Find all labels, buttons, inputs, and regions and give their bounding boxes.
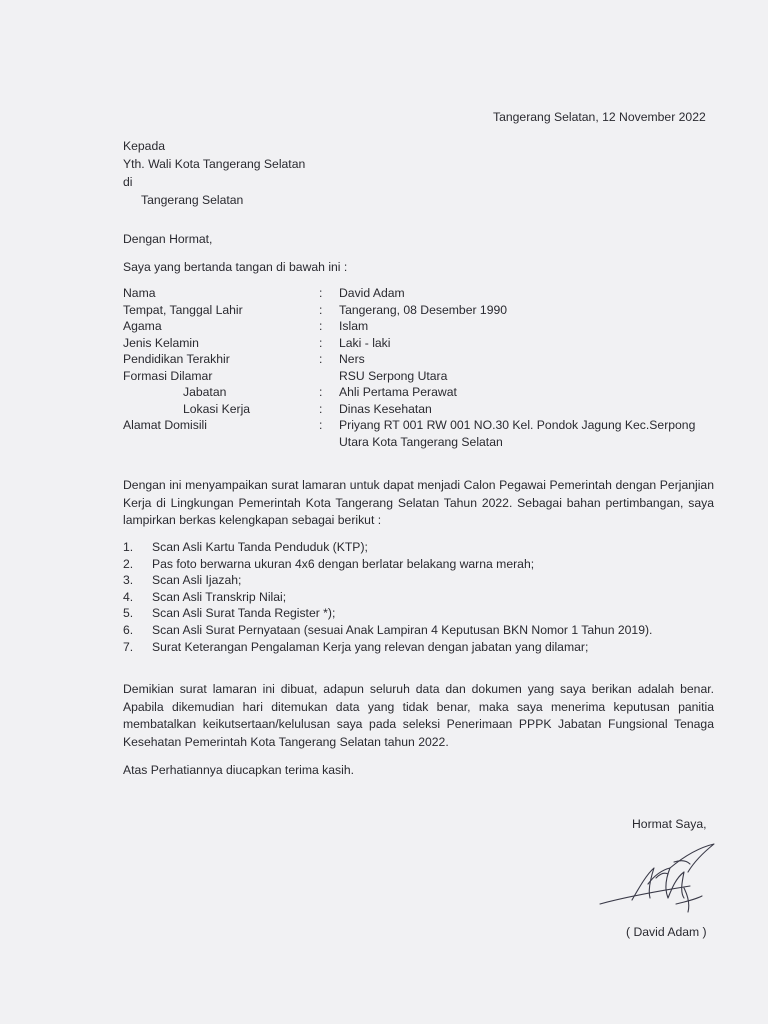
- colon: :: [319, 418, 323, 432]
- identity-row: [123, 417, 723, 434]
- identity-row: [123, 368, 723, 385]
- identity-row: [123, 401, 723, 418]
- list-text: Surat Keterangan Pengalaman Kerja yang relevan dengan jabatan yang dilamar;: [152, 639, 589, 654]
- list-item: [123, 556, 723, 573]
- colon: :: [319, 335, 323, 350]
- identity-label: Formasi Dilamar: [123, 368, 213, 383]
- intro-line: Saya yang bertanda tangan di bawah ini :: [123, 260, 348, 274]
- recipient-line: Tangerang Selatan: [141, 193, 244, 207]
- list-item: [123, 539, 723, 556]
- attachment-list: [123, 539, 723, 655]
- greeting: Dengan Hormat,: [123, 232, 213, 246]
- colon: :: [319, 352, 323, 366]
- list-item: [123, 572, 723, 589]
- list-item: [123, 622, 723, 639]
- list-number: 1.: [123, 540, 134, 554]
- identity-value: Islam: [339, 319, 369, 333]
- identity-value: Ners: [339, 352, 365, 366]
- identity-label: Agama: [123, 319, 162, 333]
- list-text: Scan Asli Kartu Tanda Penduduk (KTP);: [152, 540, 368, 554]
- identity-label: Pendidikan Terakhir: [123, 352, 230, 366]
- list-number: 7.: [123, 639, 134, 654]
- list-number: 4.: [123, 589, 134, 604]
- identity-value: Utara Kota Tangerang Selatan: [339, 434, 503, 449]
- recipient-line: Kepada: [123, 139, 166, 153]
- closing-line: Atas Perhatiannya diucapkan terima kasih.: [123, 763, 355, 777]
- identity-row: [123, 318, 723, 335]
- identity-label: Nama: [123, 286, 156, 300]
- colon: :: [319, 319, 323, 333]
- signature-image: [592, 838, 722, 918]
- list-text: Scan Asli Transkrip Nilai;: [152, 589, 287, 604]
- recipient-line: Yth. Wali Kota Tangerang Selatan: [123, 157, 306, 171]
- list-text: Pas foto berwarna ukuran 4x6 dengan berlatar belakang warna merah;: [152, 556, 535, 571]
- identity-label: Lokasi Kerja: [183, 401, 251, 416]
- identity-value: Laki - laki: [339, 335, 391, 350]
- recipient-block: [123, 137, 305, 209]
- colon: :: [319, 302, 323, 317]
- list-number: 5.: [123, 606, 134, 621]
- colon: :: [319, 385, 323, 399]
- list-text: Scan Asli Surat Pernyataan (sesuai Anak Lampiran 4 Keputusan BKN Nomor 1 Tahun 2019).: [152, 622, 653, 637]
- colon: :: [319, 401, 323, 416]
- identity-label: Alamat Domisili: [123, 418, 207, 432]
- list-number: 2.: [123, 556, 134, 571]
- list-number: 3.: [123, 573, 134, 588]
- identity-row: [123, 335, 723, 352]
- identity-value: RSU Serpong Utara: [339, 368, 448, 383]
- identity-value: Priyang RT 001 RW 001 NO.30 Kel. Pondok Jagung Kec.Serpong: [339, 418, 696, 432]
- list-item: [123, 639, 723, 656]
- identity-row: [123, 384, 723, 401]
- identity-row: [123, 434, 723, 451]
- identity-value: Dinas Kesehatan: [339, 401, 432, 416]
- identity-value: Ahli Pertama Perawat: [339, 385, 457, 399]
- letter-date: Tangerang Selatan, 12 November 2022: [493, 110, 706, 124]
- identity-value: Tangerang, 08 Desember 1990: [339, 302, 508, 317]
- signatory-name: ( David Adam ): [626, 925, 707, 939]
- identity-row: [123, 285, 723, 302]
- colon: :: [319, 286, 323, 300]
- recipient-line: di: [123, 175, 133, 189]
- list-item: [123, 589, 723, 606]
- identity-row: [123, 302, 723, 319]
- sign-off: Hormat Saya,: [632, 817, 707, 831]
- identity-label: Jabatan: [183, 385, 227, 399]
- list-text: Scan Asli Ijazah;: [152, 573, 242, 588]
- body-paragraph: Demikian surat lamaran ini dibuat, adapun seluruh data dan dokumen yang saya berikan adalah benar. Apabila dikemudian hari ditemukan data yang tidak benar, maka saya menerima keputusan panitia membatalkan keikutsertaan/kelulusan saya pada seleksi Penerimaan PPPK Jabatan Fungsional Tenaga Kesehatan Pemerintah Kota Tangerang Selatan tahun 2022.: [123, 682, 714, 749]
- list-number: 6.: [123, 622, 134, 637]
- list-item: [123, 605, 723, 622]
- identity-row: [123, 351, 723, 368]
- list-text: Scan Asli Surat Tanda Register *);: [152, 606, 336, 621]
- identity-table: [123, 285, 723, 450]
- identity-label: Tempat, Tanggal Lahir: [123, 302, 243, 317]
- identity-value: David Adam: [339, 286, 405, 300]
- identity-label: Jenis Kelamin: [123, 335, 199, 350]
- body-paragraph: Dengan ini menyampaikan surat lamaran untuk dapat menjadi Calon Pegawai Pemerintah dengan Perjanjian Kerja di Lingkungan Pemerintah Kota Tangerang Selatan Tahun 2022. Sebagai bahan pertimbangan, saya lampirkan berkas kelengkapan sebagai berikut :: [123, 478, 714, 528]
